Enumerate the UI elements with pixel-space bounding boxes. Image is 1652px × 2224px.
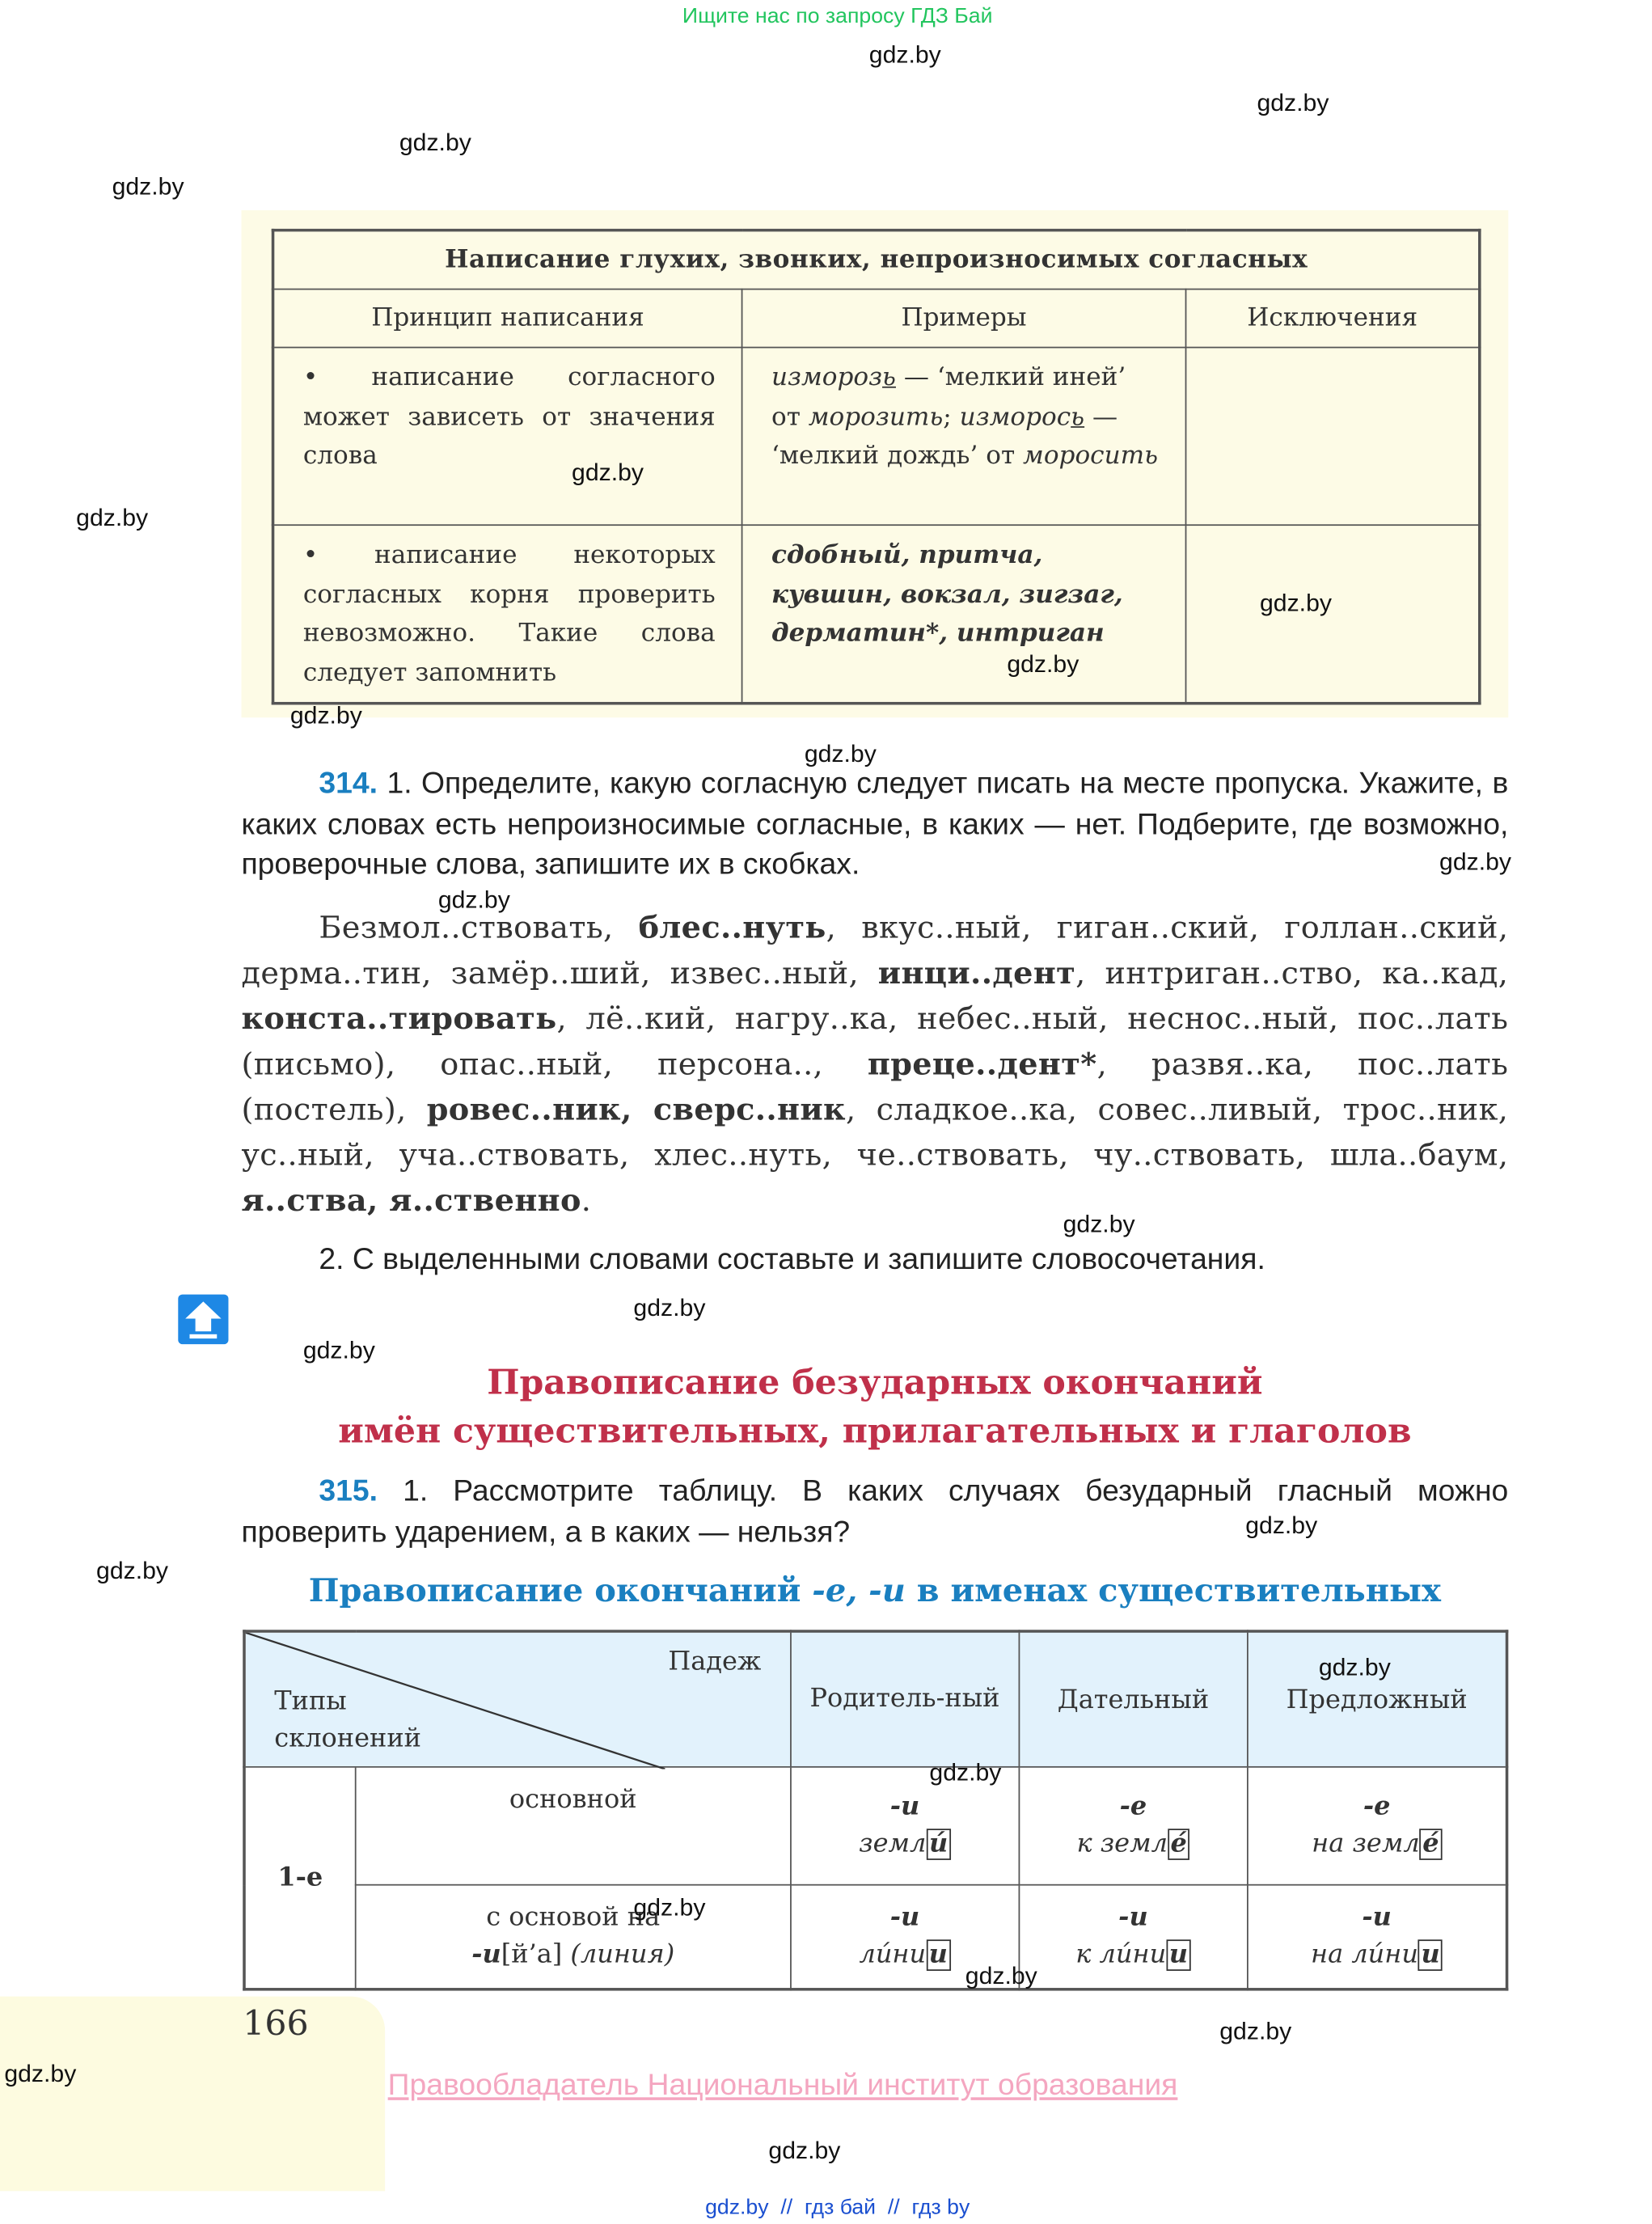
- watermark: gdz.by: [965, 1962, 1037, 1989]
- principle-cell: • написание согласного может зависеть от значения слова: [273, 348, 742, 526]
- watermark: gdz.by: [868, 40, 941, 69]
- highlighted-word: преце..дент*: [867, 1046, 1097, 1083]
- watermark: gdz.by: [96, 1557, 169, 1585]
- watermark: gdz.by: [76, 504, 149, 532]
- watermark: gdz.by: [633, 1894, 706, 1922]
- declension-group: 1-е: [244, 1767, 356, 1989]
- table1-header: Принцип написания: [273, 290, 742, 348]
- watermark: gdz.by: [633, 1294, 706, 1322]
- watermark: gdz.by: [1257, 89, 1329, 117]
- watermark: gdz.by: [289, 701, 362, 729]
- watermark: gdz.by: [1007, 650, 1080, 679]
- examples-cell: сдобный, притча, кувшин, вокзал, зигзаг, дерматин*, интриган: [742, 525, 1186, 704]
- copyright-link[interactable]: Правообладатель Национальный институт образования: [387, 2069, 1178, 2102]
- stem-type: с основой на -и[й’а] (линия): [356, 1885, 791, 1989]
- exercise-314-task2: 2. С выделенными словами составьте и запишите словосочетания.: [319, 1243, 1265, 1276]
- table-row: 1-е основной -и земл и́ -е к земл е́ -е на земл е́: [244, 1767, 1507, 1885]
- exercise-314-words: [241, 907, 1508, 1225]
- top-banner: Ищите нас по запросу ГДЗ Бай: [682, 4, 993, 29]
- exercise-number: 314.: [319, 767, 378, 801]
- watermark: gdz.by: [572, 459, 644, 486]
- corner-header: Падеж Типы склонений: [244, 1631, 791, 1767]
- word-list-text: , сладкое..ка, совес..ливый, трос..ник, ус..ный, уча..ствовать, хлес..нуть, че..ствовать, чу..ствовать, шла..баум,: [241, 1093, 1509, 1174]
- watermark: gdz.by: [112, 173, 184, 201]
- up-arrow-icon[interactable]: [178, 1295, 228, 1344]
- table2-header: Предложный: [1248, 1631, 1507, 1767]
- watermark: gdz.by: [4, 2060, 77, 2088]
- watermark: gdz.by: [929, 1759, 1002, 1786]
- table1-header: Исключения: [1186, 290, 1480, 348]
- exceptions-cell: [1186, 348, 1480, 526]
- watermark: gdz.by: [768, 2137, 841, 2164]
- principle-cell: • написание некоторых согласных корня проверить невозможно. Такие слова следует запомнить: [273, 525, 742, 704]
- word-list-text: .: [581, 1183, 592, 1220]
- word-list-text: , интриган..ство, ка..кад,: [1075, 956, 1509, 992]
- watermark: gdz.by: [1063, 1210, 1135, 1238]
- watermark: gdz.by: [399, 129, 471, 157]
- stem-type: основной: [356, 1767, 791, 1885]
- table1-header: Примеры: [742, 290, 1186, 348]
- word-list-text: Безмол..ствовать,: [319, 911, 639, 947]
- exercise-315-task: 315. 1. Рассмотрите таблицу. В каких случаях безударный гласный можно проверить ударением, а в каких — нельзя?: [241, 1474, 1509, 1549]
- table-row: с основой на -и[й’а] (линия) -и ли́ни и -и к ли́ни и -и на ли́ни и: [244, 1885, 1507, 1989]
- footer-links[interactable]: gdz.by // гдз бай // гдз by: [705, 2195, 970, 2220]
- watermark: gdz.by: [1439, 848, 1512, 876]
- watermark: gdz.by: [1259, 590, 1332, 617]
- table-row: [273, 348, 1480, 526]
- highlighted-word: инци..дент: [877, 956, 1076, 992]
- watermark: gdz.by: [437, 886, 510, 914]
- consonants-table: [272, 229, 1481, 705]
- table2-header: Родитель-ный: [791, 1631, 1019, 1767]
- word-list-text: , развя..ка, пос..лать (постель),: [241, 1046, 1509, 1129]
- watermark: gdz.by: [302, 1337, 375, 1364]
- highlighted-word: ровес..ник, сверс..ник: [426, 1093, 846, 1129]
- highlighted-word: конста..тировать: [241, 1001, 557, 1038]
- exercise-314-task: 314. 1. Определите, какую согласную следует писать на месте пропуска. Укажите, в каких словах есть непроизносимые согласные, в каких — нет. Подберите, где возможно, проверочные слова, запишите их в скобках.: [241, 767, 1509, 882]
- examples-cell: изморозь — ‘мелкий иней’ от морозить; изморось — ‘мелкий дождь’ от моросить: [742, 348, 1186, 526]
- watermark: gdz.by: [1219, 2017, 1292, 2045]
- watermark: gdz.by: [1318, 1654, 1391, 1681]
- page-number: 166: [243, 2003, 309, 2044]
- highlighted-word: я..ства, я..ственно: [241, 1183, 581, 1220]
- page-corner: [0, 1997, 385, 2192]
- word-list-text: , лё..кий, нагру..ка, небес..ный, неснос..ный, пос..лать (письмо), опас..ный, персона..,: [241, 1001, 1509, 1083]
- exercise-number: 315.: [319, 1474, 378, 1508]
- exceptions-cell: [1186, 525, 1480, 704]
- word-list-text: , вкус..ный, гиган..ский, голлан..ский, дерма..тин, замёр..ший, извес..ный,: [241, 911, 1509, 992]
- watermark: gdz.by: [1245, 1512, 1318, 1539]
- section-title: Правописание безударных окончаний имён существительных, прилагательных и глаголов: [338, 1361, 1412, 1451]
- highlighted-word: блес..нуть: [638, 911, 826, 947]
- endings-table: [243, 1630, 1508, 1990]
- watermark: gdz.by: [804, 740, 877, 767]
- table1-title: Написание глухих, звонких, непроизносимых согласных: [273, 230, 1480, 290]
- table2-title: Правописание окончаний -е, -и в именах существительных: [308, 1572, 1441, 1610]
- table2-header: Дательный: [1019, 1631, 1247, 1767]
